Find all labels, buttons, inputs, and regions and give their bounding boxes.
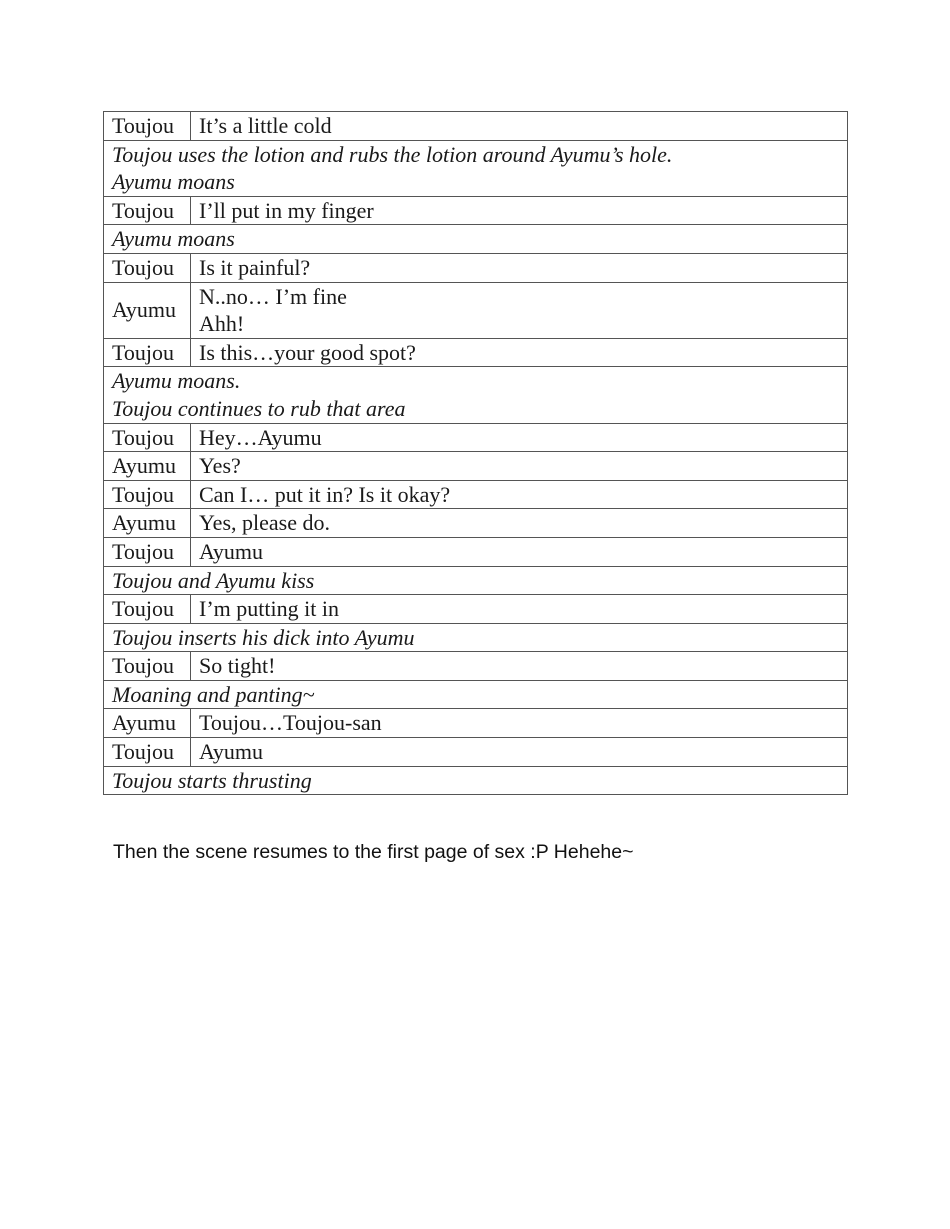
stage-direction-text: Toujou continues to rub that area	[112, 395, 406, 421]
speaker-name: Ayumu	[104, 509, 191, 538]
dialogue-row	[104, 709, 848, 738]
stage-direction-text: Toujou starts thrusting	[112, 767, 312, 793]
dialogue-row	[104, 537, 848, 566]
dialogue-row	[104, 738, 848, 767]
stage-direction-row	[104, 766, 848, 795]
stage-direction-text: Moaning and panting~	[112, 681, 315, 707]
dialogue-text: It’s a little cold	[199, 113, 332, 138]
script-table-body	[104, 112, 848, 795]
stage-direction-cell	[104, 225, 848, 254]
dialogue-row	[104, 282, 848, 338]
dialogue-cell	[191, 652, 848, 681]
stage-direction-row	[104, 140, 848, 196]
stage-direction-row	[104, 566, 848, 595]
stage-direction-cell	[104, 766, 848, 795]
dialogue-row	[104, 509, 848, 538]
stage-direction-cell	[104, 140, 848, 196]
stage-direction-text: Toujou inserts his dick into Ayumu	[112, 624, 415, 650]
speaker-name: Toujou	[104, 423, 191, 452]
dialogue-row	[104, 338, 848, 367]
dialogue-cell	[191, 253, 848, 282]
dialogue-row	[104, 480, 848, 509]
speaker-name: Toujou	[104, 480, 191, 509]
speaker-name: Ayumu	[104, 709, 191, 738]
stage-direction-cell	[104, 566, 848, 595]
dialogue-text: Ahh!	[199, 311, 245, 337]
dialogue-cell	[191, 709, 848, 738]
dialogue-text: Yes?	[199, 453, 241, 479]
stage-direction-text: Toujou uses the lotion and rubs the lotion around Ayumu’s hole.	[112, 141, 673, 167]
dialogue-text: Yes, please do.	[199, 510, 330, 536]
speaker-name: Toujou	[104, 595, 191, 624]
dialogue-row	[104, 452, 848, 481]
dialogue-text: I’ll put in my finger	[199, 197, 374, 223]
dialogue-cell	[191, 452, 848, 481]
stage-direction-cell	[104, 680, 848, 709]
dialogue-row	[104, 112, 848, 141]
dialogue-cell	[191, 338, 848, 367]
speaker-name: Ayumu	[104, 282, 191, 338]
footer-note: Then the scene resumes to the first page of sex :P Hehehe~	[113, 841, 634, 863]
stage-direction-cell	[104, 623, 848, 652]
speaker-name: Toujou	[104, 738, 191, 767]
dialogue-cell	[191, 595, 848, 624]
speaker-name: Toujou	[104, 652, 191, 681]
dialogue-cell	[191, 282, 848, 338]
dialogue-text: N..no… I’m fine	[199, 283, 347, 309]
speaker-name: Toujou	[104, 112, 191, 141]
speaker-name: Toujou	[104, 196, 191, 225]
dialogue-row	[104, 196, 848, 225]
dialogue-cell	[191, 196, 848, 225]
speaker-name: Ayumu	[104, 452, 191, 481]
dialogue-cell	[191, 537, 848, 566]
dialogue-cell	[191, 112, 848, 141]
dialogue-text: Ayumu	[199, 538, 263, 564]
script-table	[103, 111, 848, 795]
dialogue-cell	[191, 480, 848, 509]
speaker-name: Toujou	[104, 537, 191, 566]
dialogue-text: So tight!	[199, 653, 276, 679]
dialogue-text: Ayumu	[199, 739, 263, 765]
dialogue-text: Is it painful?	[199, 254, 311, 280]
dialogue-cell	[191, 423, 848, 452]
stage-direction-row	[104, 225, 848, 254]
stage-direction-text: Ayumu moans.	[112, 368, 241, 394]
dialogue-row	[104, 595, 848, 624]
stage-direction-row	[104, 680, 848, 709]
stage-direction-text: Ayumu moans	[112, 226, 235, 252]
dialogue-row	[104, 423, 848, 452]
dialogue-cell	[191, 738, 848, 767]
stage-direction-row	[104, 367, 848, 423]
dialogue-text: Can I… put it in? Is it okay?	[199, 481, 451, 507]
stage-direction-text: Ayumu moans	[112, 169, 235, 195]
stage-direction-text: Toujou and Ayumu kiss	[112, 567, 315, 593]
dialogue-text: Hey…Ayumu	[199, 424, 322, 450]
dialogue-cell	[191, 509, 848, 538]
dialogue-text: I’m putting it in	[199, 596, 339, 622]
dialogue-text: Toujou…Toujou-san	[199, 710, 382, 736]
dialogue-text: Is this…your good spot?	[199, 339, 416, 365]
speaker-name: Toujou	[104, 253, 191, 282]
speaker-name: Toujou	[104, 338, 191, 367]
dialogue-row	[104, 652, 848, 681]
dialogue-row	[104, 253, 848, 282]
stage-direction-row	[104, 623, 848, 652]
stage-direction-cell	[104, 367, 848, 423]
